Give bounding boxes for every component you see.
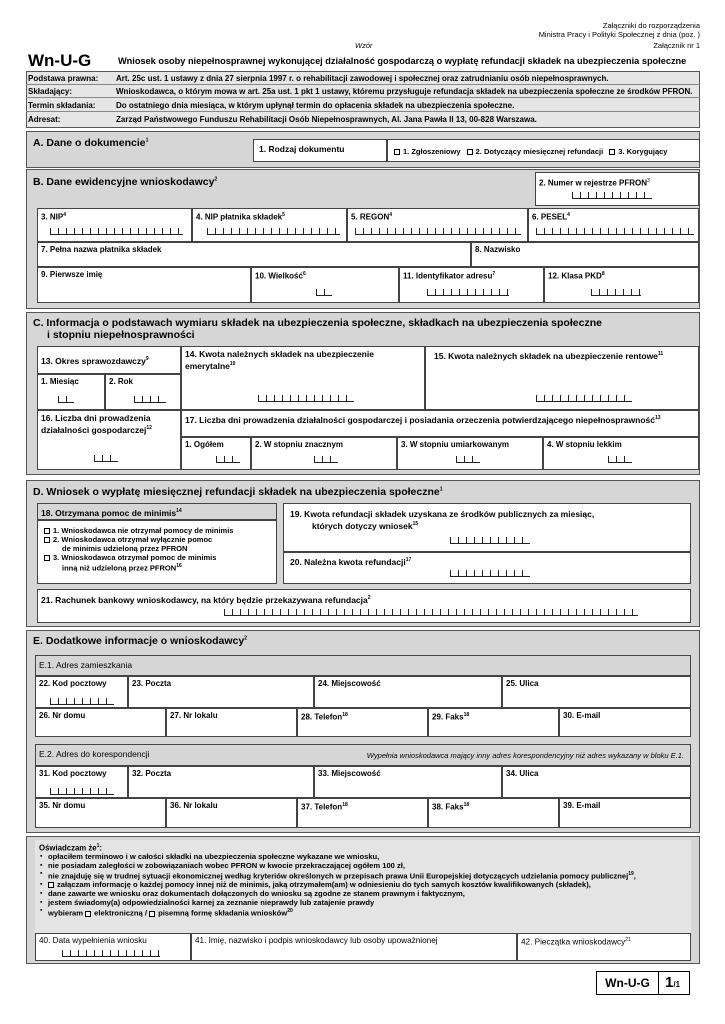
meta-row-addressee [26,114,700,126]
form-code: Wn-U-G [28,51,92,70]
due-refund-amount-field[interactable]: 20. Należna kwota refundacji$^{17}$ [283,552,691,584]
business-days-field[interactable]: 16. Liczba dni prowadzenia działalności gospodarczej$^{12}$ [37,410,181,470]
meta-value: Wnioskodawca, o którym mowa w art. 25a ust. 1 pkt 1 ustawy, któremu przysługuje refundacja składek na ubezpieczenia społeczne ze środków PFRON. [116,87,693,96]
pkd-class-field[interactable]: 12. Klasa PKD$^8$ [544,267,699,303]
pfron-aid-label: 2. Wnioskodawca otrzymał wyłącznie pomoc [53,535,213,544]
disability-contribution-field[interactable]: 15. Kwota należnych składek na ubezpieczenie rentowe$^{11}$ [425,346,699,410]
checkbox-attach-info[interactable] [48,882,54,888]
checkbox-corrective[interactable] [609,149,615,155]
declaration-item: ▪ dane zawarte we wniosku oraz dokumentach dołączonych do wniosku są zgodne ze stanem prawnym i faktycznym, [39,890,687,899]
email-field[interactable]: 30. E-mail [559,708,691,737]
declarations-intro: Oświadczam $że^1$: [39,843,103,853]
other-aid-label-cont: inną niż udzieloną przez PFRON [62,563,177,573]
checkbox-other-aid[interactable] [44,555,50,561]
e1-header: E.1. Adres zamieszkania [35,655,691,676]
first-name-field[interactable]: 9. Pierwsze imię [37,267,251,303]
house-no-field[interactable]: 26. Nr domu [35,708,166,737]
bank-account-field[interactable]: 21. Rachunek bankowy wnioskodawcy, na który będzie przekazywana refundacja$^2$ [37,589,691,623]
corr-house-no-field[interactable]: 35. Nr domu [35,798,166,828]
e2-note: Wypełnia wnioskodawca mający inny adres korespondencyjny niż adres wykazany w bloku E.1. [366,751,684,760]
corr-phone-field[interactable]: 37. Telefon$^{18}$ [297,798,428,828]
fill-date-field[interactable]: 40. Data wypełnienia wniosku [35,933,191,961]
section-c-title: C. Informacja o podstawach wymiaru składek na ubezpieczenia społeczne, składkach na ubezpieczenia społeczne i stopniu niepełnosprawności [33,317,602,341]
declaration-item: ▪ jestem świadomy(a) odpowiedzialności karnej za zeznanie nieprawdy lub zatajenie prawdy [39,899,687,908]
checkbox-electronic[interactable] [85,911,91,917]
corr-apartment-no-field[interactable]: 36. Nr lokalu [166,798,297,828]
meta-value: Zarząd Państwowego Funduszu Rehabilitacji Osób Niepełnosprawnych, Al. Jana Pawła II 13, 00-828 Warszawa. [116,115,537,124]
postal-code-field[interactable]: 22. Kod pocztowy [35,676,128,708]
form-title: Wniosek osoby niepełnosprawnej wykonującej działalność gospodarczą o wypłatę refundacji składek na ubezpieczenia społeczne [118,56,687,66]
footer-page-box [596,971,690,995]
de-minimis-options: 1. Wnioskodawca nie otrzymał pomocy de minimis 2. Wnioskodawca otrzymał wyłącznie pomoc de minimis udzieloną przez PFRON 3. Wnioskodawca otrzymał pomoc de minimis inną niż udzieloną przez PFRON$^{16}$ [37,520,277,584]
de-minimis-label: 18. Otrzymana pomoc de minimis$^{14}$ [37,503,277,520]
section-b [26,169,700,309]
footer-page-number: 1/1 [665,974,681,991]
pension-contribution-field[interactable]: 14. Kwota należnych składek na ubezpieczenie emerytalne$^{10}$ [181,346,425,410]
meta-key: Termin składania: [28,101,96,110]
meta-key: Składający: [28,87,73,96]
meta-value: Do ostatniego dnia miesiąca, w którym upłynął termin do opłacenia składek na ubezpieczenia społeczne. [116,101,515,110]
address-id-field[interactable]: 11. Identyfikator adresu$^7$ [399,267,544,303]
corr-postal-code-field[interactable]: 31. Kod pocztowy [35,766,128,798]
declaration-item: ▪ nie posiadam zaległości w zobowiązaniach wobec PFRON w kwocie przekraczającej ogółem 100 zł, [39,862,687,871]
section-a [26,131,700,168]
reporting-period-label: 13. Okres sprawozdawczy$^9$ [37,346,181,374]
section-a-title: A. Dane o dokumencie$^1$ [33,137,149,149]
checkbox-initial[interactable] [394,149,400,155]
checkbox-no-aid[interactable] [44,528,50,534]
section-c [26,312,700,475]
e2-header: E.2. Adres do korespondencji Wypełnia wnioskodawca mający inny adres korespondencyjny niż adres wykazany w bloku E.1. [35,744,691,766]
other-aid-label: 3. Wnioskodawca otrzymał pomoc de minimis [53,553,217,562]
days-significant-field[interactable]: 2. W stopniu znacznym [251,437,397,470]
option-monthly-label: 2. Dotyczący miesięcznej refundacji [475,147,604,156]
phone-field[interactable]: 28. Telefon$^{18}$ [297,708,428,737]
corr-email-field[interactable]: 39. E-mail [559,798,691,828]
footer-form-code: Wn-U-G [597,972,659,994]
days-moderate-field[interactable]: 3. W stopniu umiarkowanym [397,437,543,470]
year-field[interactable]: 2. Rok [105,374,181,410]
appendix-line1: Załączniki do rozporządzenia [602,21,700,30]
corr-post-office-field[interactable]: 32. Poczta [128,766,314,798]
meta-value: Art. 25c ust. 1 ustawy z dnia 27 sierpnia 1997 r. o rehabilitacji zawodowej i społecznej oraz zatrudnianiu osób niepełnosprawnych. [116,74,609,83]
document-type-label: 1. Rodzaj dokumentu [253,139,387,162]
signature-field[interactable]: 41. Imię, nazwisko i podpis wnioskodawcy lub osoby upoważnionej [191,933,517,961]
option-corrective-label: 3. Korygujący [618,147,668,156]
appendix-line2: Ministra Pracy i Polityki Społecznej z dnia (poz. ) [538,30,700,39]
declarations-box [35,840,691,933]
wzor-label: Wzór [355,41,373,50]
corr-fax-field[interactable]: 38. Faks$^{18}$ [428,798,559,828]
city-field[interactable]: 24. Miejscowość [314,676,502,708]
declaration-item: ▪ nie znajduję się w trudnej sytuacji ekonomicznej według kryteriów określonych w przepisach prawa Unii Europejskiej dotyczących udzielania pomocy publicznej$^{19}$, [39,870,687,881]
section-b-title: B. Dane ewidencyjne wnioskodawcy$^2$ [33,176,218,188]
nip-field[interactable]: 3. NIP$^4$ [37,208,192,242]
pfron-aid-label-cont: de minimis udzieloną przez PFRON [62,544,188,553]
appendix-number: Załącznik nr 1 [653,41,700,50]
meta-key: Adresat: [28,115,61,124]
public-refund-amount-field[interactable]: 19. Kwota refundacji składek uzyskana ze środków publicznych za miesiąc, których dotyczy wniosek$^{15}$ [283,503,691,552]
corr-street-field[interactable]: 34. Ulica [502,766,691,798]
size-field[interactable]: 10. Wielkość$^6$ [251,267,399,303]
street-field[interactable]: 25. Ulica [502,676,691,708]
payer-nip-field[interactable]: 4. NIP płatnika składek$^5$ [192,208,347,242]
days-mild-field[interactable]: 4. W stopniu lekkim [543,437,699,470]
pesel-field[interactable]: 6. PESEL$^4$ [528,208,699,242]
month-field[interactable]: 1. Miesiąc [37,374,105,410]
meta-row-deadline [26,100,700,112]
corr-city-field[interactable]: 33. Miejscowość [314,766,502,798]
checkbox-monthly[interactable] [467,149,473,155]
apartment-no-field[interactable]: 27. Nr lokalu [166,708,297,737]
declarations-section [26,836,700,964]
section-d [26,480,700,627]
days-total-field[interactable]: 1. Ogółem [181,437,251,470]
document-type-options [387,139,700,162]
declaration-item: ▪ załączam informację o każdej pomocy innej niż de minimis, jaką otrzymałem(am) w odniesieniu do tych samych kosztów kwalifikowanych (składek), [39,881,687,890]
section-e [26,630,700,833]
declaration-item: ▪ opłaciłem terminowo i w całości składki na ubezpieczenia społeczne wykazane we wniosku, [39,853,687,862]
checkbox-paper[interactable] [149,911,155,917]
section-d-title: D. Wniosek o wypłatę miesięcznej refundacji składek na ubezpieczenia społeczne$^1$ [33,486,443,498]
payer-full-name-field[interactable]: 7. Pełna nazwa płatnika składek [37,242,471,267]
no-aid-label: 1. Wnioskodawca nie otrzymał pomocy de minimis [53,526,234,535]
section-e-title: E. Dodatkowe informacje o wnioskodawcy$^2$ [33,635,247,647]
post-office-field[interactable]: 23. Poczta [128,676,314,708]
meta-row-submitter [26,86,700,98]
regon-field[interactable]: 5. REGON$^4$ [347,208,528,242]
stamp-field[interactable]: 42. Pieczątka wnioskodawcy$^{21}$ [517,933,691,961]
surname-field[interactable]: 8. Nazwisko [471,242,699,267]
pfron-register-field[interactable]: 2. Numer w rejestrze PFRON$^3$ [535,172,699,206]
checkbox-pfron-aid[interactable] [44,537,50,543]
disability-days-label: 17. Liczba dni prowadzenia działalności gospodarczej i posiadania orzeczenia potwierdzającego niepełnosprawność$^{13}$ [181,410,699,437]
meta-row-legal-basis [26,73,700,85]
meta-key: Podstawa prawna: [28,74,99,83]
fax-field[interactable]: 29. Faks$^{18}$ [428,708,559,737]
declaration-item: ▪ wybieram elektroniczną / pisemną formę składania wniosków$^{20}$ [39,907,687,918]
option-initial-label: 1. Zgłoszeniowy [403,147,461,156]
